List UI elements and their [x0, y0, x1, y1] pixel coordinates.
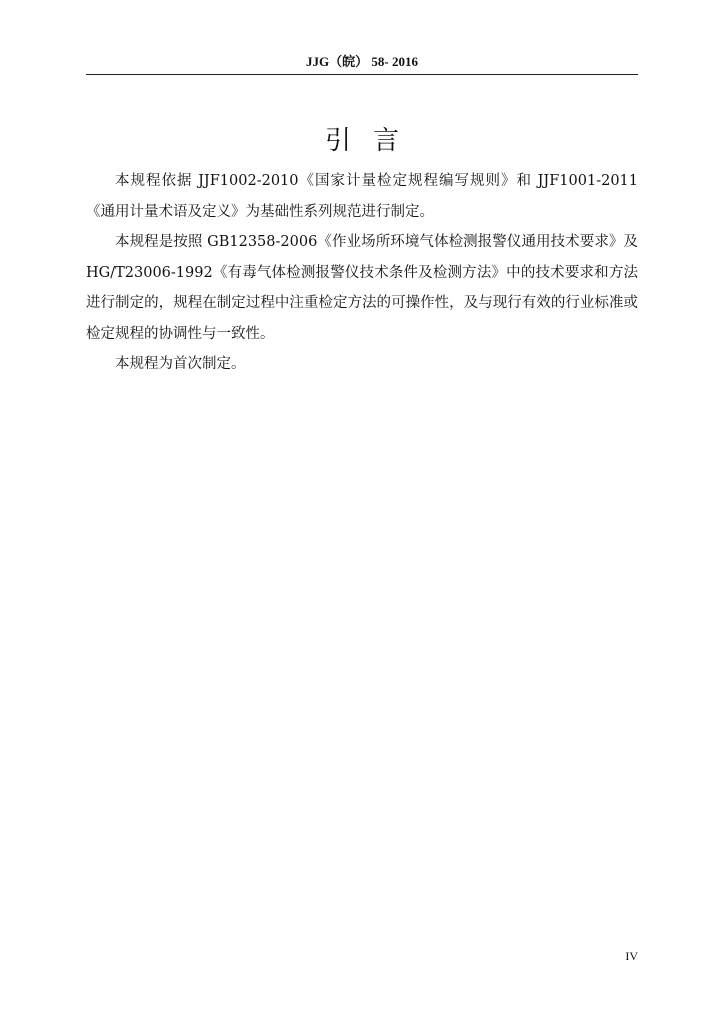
regulation-code: JJG（皖） 58- 2016 — [306, 54, 418, 69]
paragraph-standards: 本规程是按照 GB12358-2006《作业场所环境气体检测报警仪通用技术要求》及 HG/T23006-1992《有毒气体检测报警仪技术条件及检测方法》中的技术要求和方法进行制定的，规程在制定过程中注重检定方法的可操作性，及与现行有效的行业标准或检定规程的协调性与一致性。 — [86, 234, 638, 342]
paragraph-first-edition: 本规程为首次制定。 — [115, 356, 246, 372]
header-divider — [86, 74, 638, 75]
paragraph-basis: 本规程依据 JJF1002-2010《国家计量检定规程编写规则》和 JJF1001-2011《通用计量术语及定义》为基础性系列规范进行制定。 — [86, 173, 638, 220]
page-header — [86, 52, 638, 74]
section-title: 引言 — [324, 126, 421, 156]
body-text — [86, 166, 638, 380]
page-number: IV — [625, 949, 638, 963]
